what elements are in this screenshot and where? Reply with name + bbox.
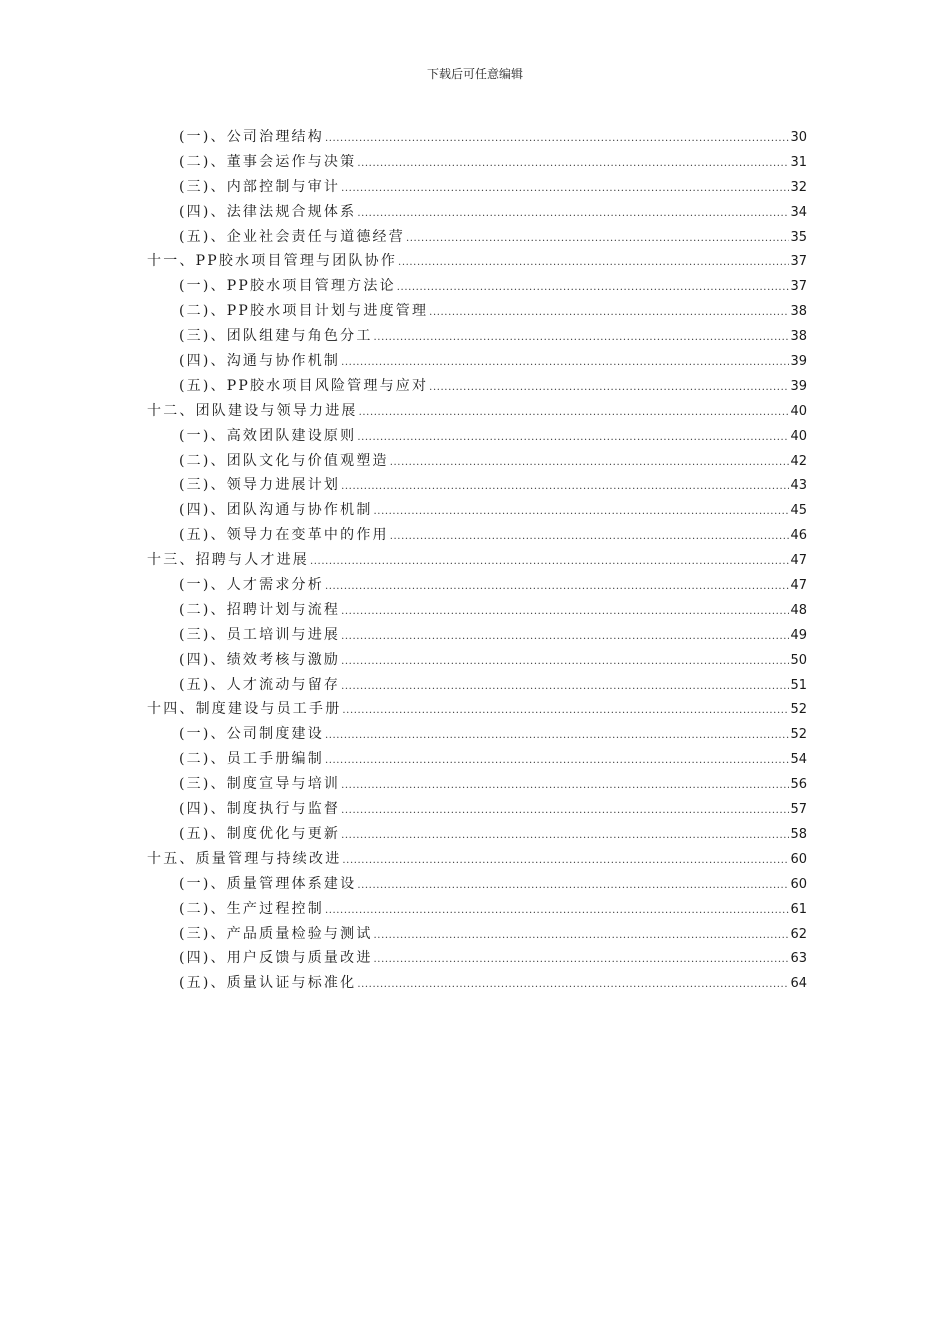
toc-entry-title: (三)、内部控制与审计 (179, 178, 341, 195)
toc-dot-leader (357, 874, 789, 899)
toc-section-entry[interactable] (0, 424, 950, 449)
toc-entry-title: (五)、制度优化与更新 (179, 825, 341, 842)
toc-dot-leader (397, 276, 790, 301)
toc-entry-title: 十二、团队建设与领导力进展 (147, 402, 358, 419)
toc-dot-leader (325, 127, 790, 152)
toc-section-entry[interactable] (0, 349, 950, 374)
toc-page-number: 50 (790, 652, 807, 668)
toc-page-number: 34 (790, 204, 807, 220)
toc-section-entry[interactable] (0, 722, 950, 747)
toc-page-number: 56 (790, 777, 807, 793)
toc-dot-leader (341, 650, 789, 675)
toc-section-entry[interactable] (0, 772, 950, 797)
toc-section-entry[interactable] (0, 324, 950, 349)
toc-page-number: 49 (790, 627, 807, 643)
toc-section-entry[interactable] (0, 573, 950, 598)
toc-page-number: 48 (790, 602, 807, 618)
toc-entry-title: (五)、领导力在变革中的作用 (179, 527, 389, 544)
toc-entry-title: (二)、招聘计划与流程 (179, 601, 341, 618)
toc-page-number: 52 (790, 702, 807, 718)
toc-page-number: 61 (790, 901, 807, 917)
toc-dot-leader (357, 202, 789, 227)
toc-page-number: 37 (790, 279, 807, 295)
toc-entry-title: 十四、制度建设与员工手册 (147, 701, 342, 718)
toc-section-entry[interactable] (0, 125, 950, 150)
toc-page-number: 35 (790, 229, 807, 245)
toc-chapter-entry[interactable] (0, 548, 950, 573)
toc-section-entry[interactable] (0, 971, 950, 996)
toc-page-number: 57 (790, 802, 807, 818)
toc-page-number: 60 (790, 876, 807, 892)
toc-entry-title: (五)、质量认证与标准化 (179, 975, 357, 992)
toc-page-number: 37 (790, 254, 807, 270)
toc-dot-leader (357, 973, 789, 998)
toc-entry-title: 十五、质量管理与持续改进 (147, 850, 342, 867)
toc-page-number: 54 (790, 752, 807, 768)
toc-dot-leader (342, 849, 789, 874)
toc-section-entry[interactable] (0, 225, 950, 250)
toc-section-entry[interactable] (0, 523, 950, 548)
toc-dot-leader (341, 799, 789, 824)
toc-entry-title: (一)、质量管理体系建设 (179, 875, 357, 892)
toc-dot-leader (341, 625, 789, 650)
toc-dot-leader (341, 675, 789, 700)
toc-entry-title: (二)、生产过程控制 (179, 900, 324, 917)
toc-dot-leader (341, 824, 789, 849)
toc-section-entry[interactable] (0, 623, 950, 648)
toc-section-entry[interactable] (0, 872, 950, 897)
toc-dot-leader (374, 500, 790, 525)
toc-entry-title: (一)、高效团队建设原则 (179, 427, 357, 444)
toc-dot-leader (374, 948, 790, 973)
toc-entry-title: (一)、公司治理结构 (179, 129, 324, 145)
toc-dot-leader (374, 924, 790, 949)
toc-chapter-entry[interactable] (0, 847, 950, 872)
toc-entry-title: (四)、沟通与协作机制 (179, 353, 341, 370)
toc-page-number: 40 (790, 428, 807, 444)
toc-entry-title: (四)、团队沟通与协作机制 (179, 502, 373, 519)
toc-section-entry[interactable] (0, 897, 950, 922)
toc-dot-leader (429, 376, 789, 401)
toc-entry-title: (三)、制度宣导与培训 (179, 776, 341, 793)
toc-dot-leader (357, 426, 789, 451)
toc-entry-title: 十三、招聘与人才进展 (147, 552, 309, 569)
toc-page-number: 39 (790, 378, 807, 394)
toc-section-entry[interactable] (0, 822, 950, 847)
toc-dot-leader (341, 475, 789, 500)
toc-page-number: 30 (790, 130, 807, 145)
toc-section-entry[interactable] (0, 747, 950, 772)
toc-entry-title: (二)、董事会运作与决策 (179, 153, 357, 170)
toc-entry-title: (四)、法律法规合规体系 (179, 203, 357, 220)
toc-dot-leader (342, 699, 789, 724)
page-header: 下载后可任意编辑 (426, 67, 523, 81)
toc-page-number: 38 (790, 304, 807, 320)
toc-section-entry[interactable] (0, 797, 950, 822)
toc-dot-leader (341, 351, 789, 376)
toc-entry-title: (四)、绩效考核与激励 (179, 651, 341, 668)
toc-entry-title: (一)、人才需求分析 (179, 577, 324, 594)
toc-dot-leader (325, 749, 790, 774)
toc-entry-title: (一)、公司制度建设 (179, 726, 324, 743)
toc-dot-leader (341, 600, 789, 625)
toc-page-number: 64 (790, 976, 807, 992)
toc-page-number: 47 (790, 578, 807, 594)
toc-section-entry[interactable] (0, 498, 950, 523)
toc-dot-leader (325, 899, 790, 924)
toc-page-number: 60 (790, 851, 807, 867)
toc-entry-title: (五)、企业社会责任与道德经营 (179, 228, 405, 245)
toc-section-entry[interactable] (0, 473, 950, 498)
toc-section-entry[interactable] (0, 922, 950, 947)
toc-entry-title: (四)、用户反馈与质量改进 (179, 950, 373, 967)
toc-entry-title: (一)、PP胶水项目管理方法论 (179, 278, 396, 295)
toc-section-entry[interactable] (0, 374, 950, 399)
toc-entry-title: (四)、制度执行与监督 (179, 801, 341, 818)
toc-section-entry[interactable] (0, 648, 950, 673)
toc-dot-leader (341, 177, 789, 202)
toc-dot-leader (398, 251, 789, 276)
toc-entry-title: (二)、员工手册编制 (179, 751, 324, 768)
toc-page-number: 52 (790, 727, 807, 743)
toc-page-number: 63 (790, 951, 807, 967)
toc-dot-leader (359, 401, 790, 426)
toc-section-entry[interactable] (0, 200, 950, 225)
toc-dot-leader (357, 152, 789, 177)
toc-page-number: 58 (790, 826, 807, 842)
toc-entry-title: (三)、员工培训与进展 (179, 626, 341, 643)
table-of-contents (0, 125, 950, 996)
toc-entry-title: (三)、领导力进展计划 (179, 477, 341, 494)
toc-chapter-entry[interactable] (0, 697, 950, 722)
toc-dot-leader (325, 575, 790, 600)
toc-page-number: 51 (790, 677, 807, 693)
toc-dot-leader (341, 774, 789, 799)
toc-page-number: 40 (790, 403, 807, 419)
toc-section-entry[interactable] (0, 673, 950, 698)
toc-section-entry[interactable] (0, 946, 950, 971)
toc-page-number: 46 (790, 528, 807, 544)
toc-chapter-entry[interactable] (0, 399, 950, 424)
toc-dot-leader (390, 451, 790, 476)
toc-page-number: 42 (790, 453, 807, 469)
toc-section-entry[interactable] (0, 150, 950, 175)
toc-page-number: 47 (790, 553, 807, 569)
toc-entry-title: (三)、团队组建与角色分工 (179, 328, 373, 345)
toc-entry-title: (五)、人才流动与留存 (179, 676, 341, 693)
toc-dot-leader (325, 724, 790, 749)
toc-section-entry[interactable] (0, 598, 950, 623)
toc-page-number: 38 (790, 329, 807, 345)
toc-dot-leader (406, 227, 790, 252)
toc-section-entry[interactable] (0, 175, 950, 200)
toc-page-number: 31 (790, 154, 807, 170)
toc-entry-title: (二)、团队文化与价值观塑造 (179, 452, 389, 469)
toc-dot-leader (310, 550, 789, 575)
toc-section-entry[interactable] (0, 449, 950, 474)
toc-dot-leader (374, 326, 790, 351)
toc-section-entry[interactable] (0, 299, 950, 324)
toc-entry-title: (二)、PP胶水项目计划与进度管理 (179, 303, 429, 320)
toc-page-number: 39 (790, 354, 807, 370)
toc-page-number: 32 (790, 179, 807, 195)
toc-dot-leader (429, 301, 789, 326)
toc-page-number: 45 (790, 503, 807, 519)
toc-chapter-entry[interactable] (0, 249, 950, 274)
toc-page-number: 62 (790, 926, 807, 942)
toc-entry-title: (五)、PP胶水项目风险管理与应对 (179, 377, 429, 394)
toc-entry-title: 十一、PP胶水项目管理与团队协作 (147, 253, 398, 270)
toc-dot-leader (390, 525, 790, 550)
toc-entry-title: (三)、产品质量检验与测试 (179, 925, 373, 942)
toc-page-number: 43 (790, 478, 807, 494)
toc-section-entry[interactable] (0, 274, 950, 299)
